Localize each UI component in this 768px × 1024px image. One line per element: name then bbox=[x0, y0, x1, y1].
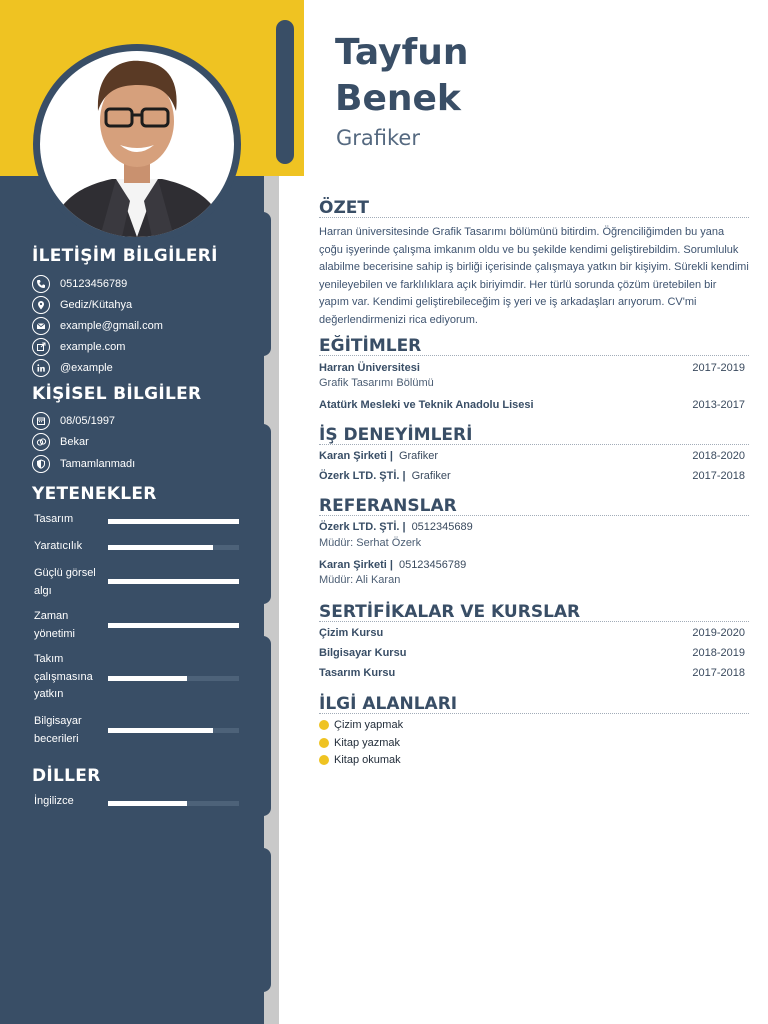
skill-label: Zaman yönetimi bbox=[34, 610, 75, 640]
experience-years: 2017-2018 bbox=[692, 470, 745, 482]
language-bar-fill bbox=[108, 801, 187, 806]
sidebar-tab bbox=[256, 424, 271, 604]
certificate-years: 2019-2020 bbox=[692, 627, 745, 639]
personal-heading: KİŞİSEL BİLGİLER bbox=[32, 384, 202, 404]
contact-email[interactable] bbox=[32, 317, 163, 335]
summary-heading: ÖZET bbox=[319, 198, 749, 218]
experience-years: 2018-2020 bbox=[692, 450, 745, 462]
education-item bbox=[319, 398, 745, 412]
interest-item: Çizim yapmak bbox=[319, 719, 403, 731]
skill-bar-fill bbox=[108, 623, 239, 628]
location-pin-icon bbox=[32, 296, 50, 314]
certificates-heading: SERTİFİKALAR VE KURSLAR bbox=[319, 602, 749, 622]
sidebar-tab bbox=[256, 212, 271, 356]
personal-marital bbox=[32, 433, 89, 451]
first-name: Tayfun bbox=[335, 32, 469, 73]
contact-text: example.com bbox=[60, 341, 126, 353]
personal-text: Bekar bbox=[60, 436, 89, 448]
skill-bar bbox=[108, 519, 239, 524]
contact-text: example@gmail.com bbox=[60, 320, 163, 332]
education-department: Grafik Tasarımı Bölümü bbox=[319, 377, 434, 389]
skill-bar bbox=[108, 728, 239, 733]
reference-phone[interactable]: 05123456789 bbox=[398, 559, 467, 571]
reference-company: Özerk LTD. ŞTİ. bbox=[319, 521, 400, 533]
reference-person: Müdür: Serhat Özerk bbox=[319, 537, 422, 549]
contact-text: 05123456789 bbox=[60, 278, 128, 290]
header-pill-decoration bbox=[276, 20, 294, 164]
personal-military bbox=[32, 455, 135, 473]
skill-bar bbox=[108, 623, 239, 628]
certificate-years: 2017-2018 bbox=[692, 667, 745, 679]
skill-bar-fill bbox=[108, 676, 187, 681]
certificate-item bbox=[319, 626, 745, 640]
education-years: 2017-2019 bbox=[692, 362, 745, 374]
reference-item: Karan Şirketi | 05123456789 bbox=[319, 559, 467, 571]
sidebar-tab bbox=[256, 848, 271, 992]
interest-item: Kitap okumak bbox=[319, 754, 401, 766]
skill-bar-fill bbox=[108, 545, 213, 550]
language-bar bbox=[108, 801, 239, 806]
languages-heading: DİLLER bbox=[32, 766, 101, 786]
contact-heading: İLETİŞİM BİLGİLERİ bbox=[32, 246, 218, 266]
interest-item: Kitap yazmak bbox=[319, 737, 400, 749]
rings-icon bbox=[32, 433, 50, 451]
skill-bar bbox=[108, 676, 239, 681]
profile-photo bbox=[40, 51, 234, 237]
references-heading: REFERANSLAR bbox=[319, 496, 749, 516]
education-school: Harran Üniversitesi bbox=[319, 362, 420, 374]
phone-icon bbox=[32, 275, 50, 293]
language-label: İngilizce bbox=[34, 795, 74, 807]
contact-phone[interactable] bbox=[32, 275, 127, 293]
skill-label: Takım çalışmasına yatkın bbox=[34, 653, 93, 700]
certificate-name: Tasarım Kursu bbox=[319, 667, 396, 679]
reference-item: Özerk LTD. ŞTİ. | 0512345689 bbox=[319, 521, 473, 533]
reference-phone[interactable]: 0512345689 bbox=[411, 521, 473, 533]
reference-company: Karan Şirketi bbox=[319, 559, 387, 571]
job-title: Grafiker bbox=[336, 126, 420, 150]
skill-bar bbox=[108, 545, 239, 550]
external-link-icon bbox=[32, 338, 50, 356]
full-name bbox=[335, 30, 469, 122]
contact-location bbox=[32, 296, 132, 314]
contact-text: Gediz/Kütahya bbox=[60, 299, 133, 311]
certificate-item bbox=[319, 646, 745, 660]
education-school: Atatürk Mesleki ve Teknik Anadolu Lisesi bbox=[319, 399, 534, 411]
skill-bar-fill bbox=[108, 579, 239, 584]
bullet-dot-icon bbox=[319, 738, 329, 748]
last-name: Benek bbox=[335, 78, 461, 119]
reference-person: Müdür: Ali Karan bbox=[319, 574, 401, 586]
envelope-icon bbox=[32, 317, 50, 335]
personal-birthdate bbox=[32, 412, 115, 430]
experience-heading: İŞ DENEYİMLERİ bbox=[319, 425, 749, 445]
bullet-dot-icon bbox=[319, 720, 329, 730]
certificate-years: 2018-2019 bbox=[692, 647, 745, 659]
bullet-dot-icon bbox=[319, 755, 329, 765]
skill-label: Bilgisayar becerileri bbox=[34, 715, 82, 745]
experience-company: Karan Şirketi bbox=[319, 450, 387, 462]
skills-heading: YETENEKLER bbox=[32, 484, 157, 504]
experience-role: Grafiker bbox=[398, 450, 439, 462]
personal-text: Tamamlanmadı bbox=[60, 458, 136, 470]
education-item bbox=[319, 361, 745, 375]
skill-label: Güçlü görsel algı bbox=[34, 567, 96, 597]
certificate-item bbox=[319, 666, 745, 680]
experience-item: Karan Şirketi | Grafiker 2018-2020 bbox=[319, 450, 745, 462]
contact-website[interactable] bbox=[32, 338, 125, 356]
education-heading: EĞİTİMLER bbox=[319, 336, 749, 356]
skill-bar bbox=[108, 579, 239, 584]
experience-company: Özerk LTD. ŞTİ. bbox=[319, 470, 400, 482]
calendar-icon bbox=[32, 412, 50, 430]
contact-linkedin[interactable] bbox=[32, 359, 113, 377]
contact-text: @example bbox=[60, 362, 113, 374]
sidebar-tab bbox=[256, 636, 271, 816]
linkedin-icon bbox=[32, 359, 50, 377]
shield-icon bbox=[32, 455, 50, 473]
personal-text: 08/05/1997 bbox=[60, 415, 116, 427]
experience-role: Grafiker bbox=[411, 470, 451, 482]
skill-bar-fill bbox=[108, 728, 213, 733]
certificate-name: Bilgisayar Kursu bbox=[319, 647, 407, 659]
skill-label: Tasarım bbox=[34, 513, 74, 525]
skill-label: Yaratıcılık bbox=[34, 540, 83, 552]
skill-bar-fill bbox=[108, 519, 239, 524]
certificate-name: Çizim Kursu bbox=[319, 627, 384, 639]
interests-heading: İLGİ ALANLARI bbox=[319, 694, 749, 714]
experience-item: Özerk LTD. ŞTİ. | Grafiker 2017-2018 bbox=[319, 470, 745, 482]
summary-text: Harran üniversitesinde Grafik Tasarımı bölümünü bitirdim. Öğrenciliğimden bu yana çoğu işyerinde çalışma imkanım oldu ve bu şekilde kendimi geliştirebildim. Sorumluluk alabilme becerisine sahip iş birliği içerisinde çalışmaya yatkın bir kişiyim. Sürekli kendimi yenileyebilen ve farklılıklara açık biriyimdir. Her türlü sorunda çözüm üretebilen bir yapım var. Kendimi geliştirebileceğim iş yeri ve iş arkadaşları arıyorum. CV'mi değerlendirmenizi rica ediyorum. bbox=[319, 226, 749, 326]
education-years: 2013-2017 bbox=[692, 399, 745, 411]
